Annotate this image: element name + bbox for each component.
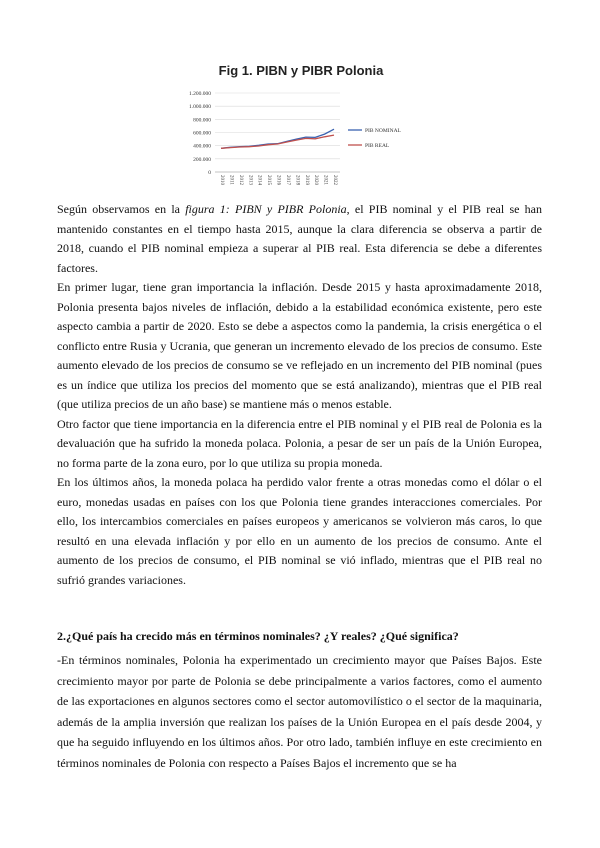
answer-text — [57, 650, 542, 773]
x-tick-label: 2011 — [228, 175, 234, 185]
answer-paragraph: -En términos nominales, Polonia ha experimentado un crecimiento mayor que Países Bajos. Este crecimiento mayor por parte de Polonia se debe principalmente a varios factores, como el aumento de las exportaciones en algunos sectores como el sector automovilístico o el sector de la maquinaria, además de la amplia inversión que realizan los países de la Unión Europea en el país desde 2004, y que ha seguido influyendo en los últimos años. Por otro lado, también influye en este crecimiento en términos nominales de Polonia con respecto a Países Bajos el incremento que se ha — [57, 653, 542, 770]
paragraph-2: En primer lugar, tiene gran importancia la inflación. Desde 2015 y hasta aproximadamente 2018, Polonia presenta bajos niveles de inflación, debido a la estabilidad económica existente, pero este aspecto cambia a partir de 2020. Esto se debe a aspectos como la pandemia, la crisis energética o el conflicto entre Rusia y Ucrania, que generan un incremento elevado de los precios de consumo. Este aumento elevado de los precios de consumo se ve reflejado en un incremento del PIB nominal (pues es un índice que utiliza los precios del momento que se está analizando), mientras que el PIB real (que utiliza precios de un año base) se mantiene más o menos estable. — [57, 280, 542, 411]
x-tick-label: 2021 — [322, 175, 328, 185]
y-tick-label: 800.000 — [193, 117, 211, 124]
x-tick-label: 2015 — [266, 175, 272, 185]
y-tick-label: 200.000 — [193, 156, 211, 163]
x-tick-label: 2012 — [237, 175, 243, 185]
figure-reference: figura 1: PIBN y PIBR Polonia — [185, 202, 347, 216]
x-tick-label: 2016 — [275, 175, 281, 185]
question-heading: 2.¿Qué país ha crecido más en términos nominales? ¿Y reales? ¿Qué significa? — [57, 629, 459, 643]
x-tick-label: 2022 — [332, 175, 337, 185]
line-chart — [170, 55, 432, 195]
paragraph-3: Otro factor que tiene importancia en la diferencia entre el PIB nominal y el PIB real de Polonia es la devaluación que ha sufrido la moneda polaca. Polonia, a pesar de ser un país de la Unión Europea, no forma parte de la zona euro, por lo que utiliza su propia moneda. — [57, 416, 542, 470]
y-tick-label: 1.200.000 — [189, 91, 211, 97]
figure-pibn-pibr — [170, 55, 432, 195]
x-tick-label: 2017 — [284, 175, 290, 185]
paragraph-1 — [57, 200, 542, 278]
x-tick-label: 2010 — [219, 175, 224, 185]
y-tick-label: 400.000 — [193, 143, 211, 150]
body-text — [57, 200, 542, 590]
figure-title: Fig 1. PIBN y PIBR Polonia — [218, 63, 384, 78]
legend-label: PIB REAL — [365, 143, 390, 149]
y-tick-label: 0 — [208, 170, 211, 176]
x-tick-label: 2014 — [256, 175, 262, 185]
paragraph-4: En los últimos años, la moneda polaca ha perdido valor frente a otras monedas como el dólar o el euro, monedas usadas en países con los que Polonia tiene grandes interacciones comerciales. Por ello, los intercambios comerciales en países europeos y americanos se volvieron más caros, lo que resultó en una elevada inflación y por ello en un aumento de los precios de consumo. Ante el aumento de los precios de consumo, el PIB nominal se vió inflado, mientras que el PIB real no sufrió grandes variaciones. — [57, 475, 542, 587]
y-tick-label: 1.000.000 — [189, 104, 211, 111]
x-tick-label: 2020 — [313, 175, 319, 185]
paragraph-1-end: , el PIB nominal y el PIB real se han mantenido constantes en el tiempo hasta 2015, aunque la clara diferencia se observa a partir de 2018, cuando el PIB nominal empieza a superar al PIB real. Esta diferencia se debe a diferentes factores. — [57, 202, 542, 275]
x-tick-label: 2018 — [294, 175, 300, 185]
legend-label: PIB NOMINAL — [365, 128, 401, 134]
x-tick-label: 2013 — [247, 175, 253, 185]
x-tick-label: 2019 — [303, 175, 309, 185]
y-tick-label: 600.000 — [193, 130, 211, 137]
paragraph-1-start: Según observamos en la — [57, 202, 186, 216]
